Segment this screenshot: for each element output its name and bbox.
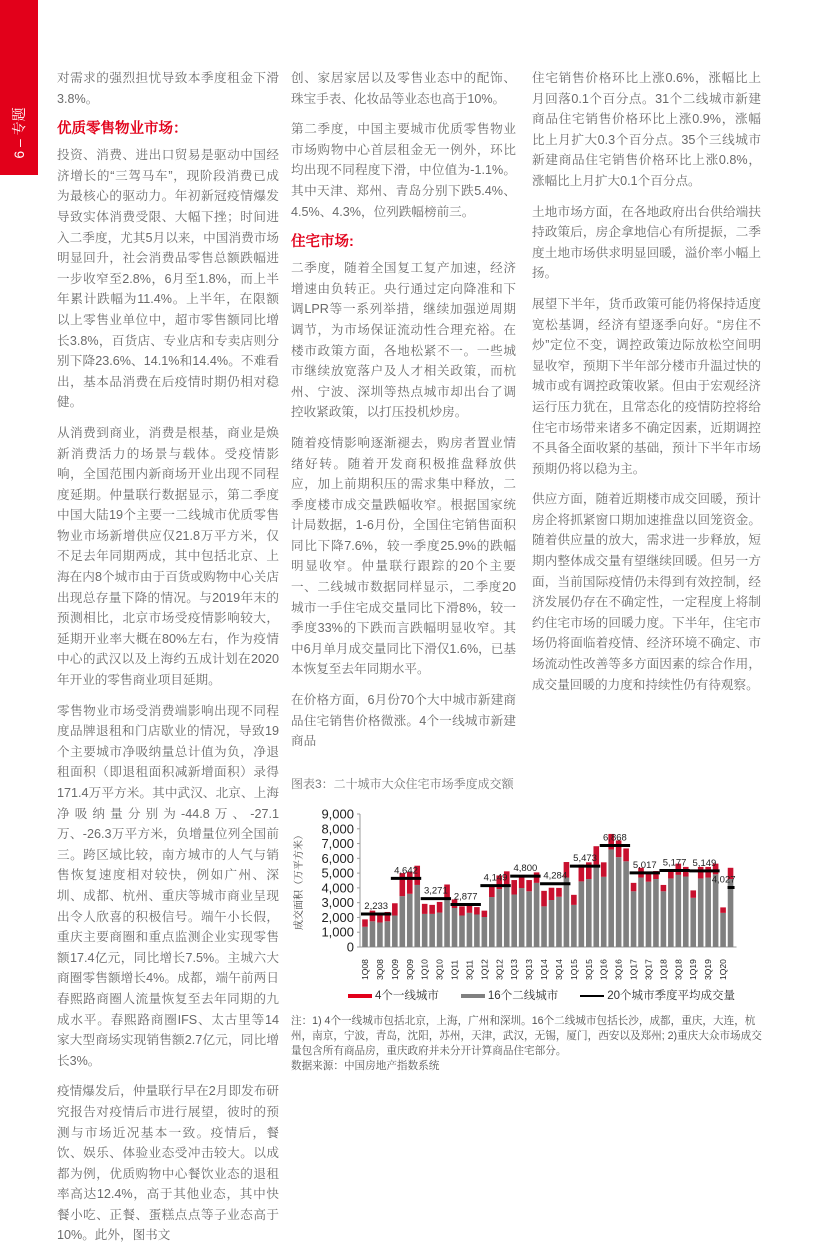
bar-tier1 [601, 862, 607, 876]
x-tick-label: 3Q18 [673, 959, 684, 980]
bar-tier1 [720, 907, 726, 912]
average-label: 4,800 [513, 862, 538, 874]
average-label: 4,149 [483, 872, 508, 884]
bar-chart [290, 800, 760, 985]
bar-tier2 [400, 896, 406, 947]
x-tick-label: 3Q09 [404, 959, 415, 980]
bar-tier2 [579, 881, 585, 947]
bar-tier2 [661, 891, 667, 947]
bar-tier1 [489, 886, 495, 897]
bar-tier2 [519, 888, 525, 947]
bar-tier2 [556, 897, 562, 947]
paragraph: 从消费到商业，消费是根基，商业是焕新消费活力的场景与载体。受疫情影响，全国范围内新商场开业出现不同程度延期。仲量联行数据显示，第二季度中国大陆19个主要一二线城市优质零售物业市场新增供应仅21.8万平方米，仅不足去年同期两成，其中包括北京、上海在内8个城市由于百货或购物中心关店出现总存量下降的情况。与2019年末的预测相比，北京市场受疫情影响较大，延期开业率大概在80%左右，作为疫情中心的武汉以及上海约五成计划在2020年开业的零售商业项目延期。 [57, 425, 279, 688]
legend-item-tier2 [461, 989, 558, 1004]
x-tick-label: 1Q09 [389, 959, 400, 980]
bar-tier2 [370, 921, 376, 947]
bar-tier2 [593, 864, 599, 946]
bar-tier2 [511, 894, 517, 946]
x-tick-label: 1Q12 [479, 959, 490, 980]
paragraph: 供应方面，随着近期楼市成交回暖，预计房企将抓紧窗口期加速推盘以回笼资金。随着供应量的放大，需求进一步释放，短期内整体成交量有望继续回暖。但另一方面，当前国际疫情仍未得到有效控制，经济发展仍存在不确定性，一定程度上将制约住宅市场的回暖力度。下半年，住宅市场仍将面临着疫情、经济环境不确定、市场流动性改善等多方面因素的综合作用，成交量回暖的力度和持续性仍有待观察。 [532, 492, 761, 692]
chart-block [291, 776, 761, 1074]
bar-tier2 [407, 894, 413, 947]
bar-tier2 [489, 897, 495, 947]
y-tick-label: 8,000 [321, 821, 354, 837]
bar-tier2 [668, 878, 674, 947]
bar-tier1 [459, 906, 465, 915]
legend-item-average [580, 989, 735, 1004]
bar-tier1 [631, 883, 637, 891]
bar-tier2 [564, 877, 570, 946]
average-label: 3,271 [423, 885, 448, 897]
y-axis-label: 成交面积（万平方米） [294, 829, 305, 930]
paragraph: 二季度，随着全国复工复产加速，经济增速由负转正。央行通过定向降准和下调LPR等一系列举措，继续加强逆周期调节，为市场保证流动性合理充裕。在楼市政策方面，各地松紧不一。一些城市继续放宽落户及人才相关政策，而杭州、宁波、深圳等热点城市却出台了调控收紧政策，以打压投机炒房。 [291, 261, 516, 420]
y-tick-label: 2,000 [321, 909, 354, 925]
bar-tier1 [422, 904, 428, 914]
x-tick-label: 3Q10 [434, 959, 445, 980]
paragraph: 第二季度，中国主要城市优质零售物业市场购物中心首层租金无一例外，环比均出现不同程度下滑，中位值为-1.1%。其中天津、郑州、青岛分别下跌5.4%、4.5%、4.3%，位列跌幅榜前三。 [291, 122, 516, 219]
x-tick-label: 1Q14 [539, 959, 550, 980]
x-tick-label: 3Q13 [524, 959, 535, 980]
x-tick-label: 3Q19 [703, 959, 714, 980]
average-label: 5,177 [662, 857, 687, 869]
x-tick-label: 1Q16 [598, 959, 609, 980]
bar-tier1 [549, 888, 555, 900]
average-label: 4,027 [711, 874, 736, 886]
x-tick-label: 3Q16 [613, 959, 624, 980]
bar-tier1 [541, 891, 547, 907]
legend-label: 16个二线城市 [487, 989, 559, 1002]
bar-tier1 [690, 890, 696, 897]
note-text: 注：1) 4个一线城市包括北京，上海，广州和深圳。16个二线城市包括长沙，成都，重庆，大连，杭州，南京，宁波，青岛，沈阳，苏州，天津，武汉，无锡，厦门，西安以及郑州; 2)重庆大众市场成交量包含所有商品房，重庆政府并未分开计算商品住宅部分。 [291, 1014, 762, 1057]
source-text: 数据来源：中国房地产指数系统 [291, 1059, 440, 1072]
bar-tier2 [437, 912, 443, 946]
legend-item-tier1 [348, 989, 439, 1004]
x-tick-label: 1Q11 [449, 959, 460, 980]
y-tick-label: 1,000 [321, 924, 354, 940]
bar-tier2 [653, 879, 659, 947]
y-tick-label: 0 [346, 939, 354, 955]
y-tick-label: 9,000 [321, 806, 354, 822]
bar-tier2 [541, 906, 547, 947]
x-tick-label: 3Q15 [583, 959, 594, 980]
average-label: 5,473 [573, 852, 597, 864]
bar-tier2 [385, 921, 391, 947]
y-tick-label: 3,000 [321, 894, 354, 910]
average-label: 5,149 [692, 857, 717, 869]
x-tick-label: 3Q12 [494, 959, 505, 980]
paragraph: 住宅销售价格环比上涨0.6%，涨幅比上月回落0.1个百分点。31个二线城市新建商品住宅销售价格环比上涨0.9%，涨幅比上月扩大0.3个百分点。35个三线城市新建商品住宅销售价格环比上涨0.8%，涨幅比上月扩大0.1个百分点。 [532, 71, 761, 188]
chart-notes [291, 1014, 763, 1074]
bar-tier1 [571, 895, 577, 905]
section-tab-label: 6 – 专题 [11, 107, 27, 159]
bar-tier2 [459, 915, 465, 946]
legend-label: 20个城市季度平均成交量 [607, 989, 735, 1002]
bar-tier2 [586, 879, 592, 947]
bar-tier2 [571, 905, 577, 947]
y-tick-label: 7,000 [321, 835, 354, 851]
bar-tier1 [646, 873, 652, 881]
bar-tier2 [623, 861, 629, 947]
bar-tier1 [519, 876, 525, 888]
x-tick-label: 1Q15 [568, 959, 579, 980]
bar-tier1 [556, 888, 562, 897]
section-heading-residential: 住宅市场: [291, 234, 354, 251]
column-3 [532, 68, 761, 705]
bar-tier1 [661, 885, 667, 891]
bar-tier2 [429, 914, 435, 947]
bar-tier2 [549, 900, 555, 947]
paragraph: 创、家居家居以及零售业态中的配饰、珠宝手表、化妆品等业态也高于10%。 [291, 71, 516, 106]
bar-tier1 [429, 905, 435, 914]
legend-swatch [461, 994, 485, 998]
x-tick-label: 3Q08 [374, 959, 385, 980]
bar-tier2 [638, 877, 644, 946]
x-tick-label: 3Q14 [553, 959, 564, 980]
average-label: 4,642 [394, 865, 418, 877]
bar-tier2 [534, 883, 540, 947]
section-heading-retail: 优质零售物业市场： [57, 121, 188, 138]
bar-tier1 [437, 902, 443, 913]
x-tick-label: 3Q11 [464, 959, 475, 980]
bar-tier1 [400, 873, 406, 896]
bar-tier2 [392, 915, 398, 946]
bar-tier1 [511, 880, 517, 894]
legend-swatch [348, 994, 372, 998]
bar-tier2 [720, 913, 726, 947]
bar-tier1 [362, 919, 368, 926]
x-tick-label: 1Q18 [658, 959, 669, 980]
bar-tier2 [698, 878, 704, 947]
x-tick-label: 1Q08 [360, 959, 370, 980]
y-tick-label: 6,000 [321, 850, 354, 866]
bar-tier2 [467, 913, 473, 947]
bar-tier2 [526, 891, 532, 947]
bar-tier2 [422, 914, 428, 947]
bar-tier2 [452, 908, 458, 947]
legend-swatch [580, 995, 604, 997]
paragraph: 展望下半年，货币政策可能仍将保持适度宽松基调，经济有望逐季向好。“房住不炒”定位不变，调控政策边际放松空间明显收窄，预期下半年部分楼市升温过快的城市或有调控政策收紧。但由于宏观经济运行压力犹在，且常态化的疫情防控将给住宅市场带来诸多不确定因素，近期调控不具备全面收紧的基础，预计下半年市场预期仍将以稳为主。 [532, 296, 761, 476]
y-tick-label: 4,000 [321, 880, 354, 896]
bar-tier2 [504, 886, 510, 947]
paragraph: 疫情爆发后，仲量联行早在2月即发布研究报告对疫情后市进行展望，彼时的预测与市场近况基本一致。疫情后，餐饮、娱乐、体验业态受冲击较大。以成都为例，优质购物中心餐饮业态的退租率高达12.4%，高于其他业态，其中快餐小吃、正餐、蛋糕点点等子业态高于10%。此外，图书文 [57, 1084, 279, 1243]
bar-tier1 [474, 907, 480, 914]
x-tick-label: 1Q17 [628, 959, 639, 980]
bar-tier2 [705, 877, 711, 946]
legend-label: 4个一线城市 [375, 989, 439, 1002]
paragraph: 随着疫情影响逐渐褪去，购房者置业情绪好转。随着开发商积极推盘释放供应，加上前期积压的需求集中释放，二季度楼市成交量跌幅收窄。根据国家统计局数据，1-6月份，全国住宅销售面积同比下降7.6%，较一季度25.9%的跌幅明显收窄。仲量联行跟踪的20个主要一、二线城市数据同样显示，二季度20城市一手住宅成交量同比下滑8%，较一季度33%的下跌而言跌幅明显收窄。其中6月单月成交量同比下滑仅1.6%，已基本恢复至去年同期水平。 [291, 435, 516, 677]
bar-tier2 [646, 881, 652, 946]
bar-tier2 [608, 849, 614, 947]
x-tick-label: 1Q20 [718, 959, 729, 980]
right-area [291, 68, 761, 1074]
x-tick-label: 3Q17 [643, 959, 654, 980]
right-columns [291, 68, 761, 762]
bar-tier1 [526, 880, 532, 891]
average-label: 5,017 [632, 859, 657, 871]
chart-title: 图表3：二十城市大众住宅市场季度成交额 [291, 776, 514, 791]
y-tick-label: 5,000 [321, 865, 354, 881]
section-tab [0, 0, 38, 175]
bar-tier2 [377, 922, 383, 947]
bar-tier2 [482, 917, 488, 947]
bar-tier2 [496, 889, 502, 947]
bar-tier1 [392, 903, 398, 915]
bar-tier1 [482, 910, 488, 916]
average-label: 2,233 [364, 900, 389, 912]
paragraph: 在价格方面，6月份70个大中城市新建商品住宅销售价格微涨。4个一线城市新建商品 [291, 693, 516, 749]
bar-tier2 [414, 885, 420, 947]
bar-tier2 [616, 857, 622, 947]
column-1 [57, 68, 279, 1256]
paragraph: 土地市场方面，在各地政府出台供给端扶持政策后，房企拿地信心有所提振，二季度土地市场供求明显回暖，溢价率小幅上扬。 [532, 204, 761, 281]
paragraph: 对需求的强烈担忧导致本季度租金下滑3.8%。 [57, 71, 279, 106]
average-label: 4,284 [543, 870, 568, 882]
x-tick-label: 1Q13 [509, 959, 520, 980]
bar-tier1 [370, 910, 376, 921]
bar-tier2 [362, 927, 368, 947]
bar-tier2 [444, 898, 450, 946]
bar-tier2 [474, 914, 480, 947]
bar-tier2 [728, 879, 734, 947]
bar-tier2 [676, 875, 682, 947]
paragraph: 投资、消费、进出口贸易是驱动中国经济增长的“三驾马车”，现阶段消费已成为最核心的驱动力。年初新冠疫情爆发导致实体消费受限、大幅下挫；时间进入二季度，尤其5月以来，中国消费市场明显回升，社会消费品零售总额跌幅进一步收窄至2.8%，6月至1.8%，而上半年累计跌幅为11.4%。上半年，在限额以上零售业单位中，超市零售额同比增长3.8%，百货店、专业店和专卖店则分别下降23.6%、14.1%和14.4%。不难看出，基本品消费在后疫情时期仍相对稳健。 [57, 148, 279, 410]
bar-tier1 [623, 848, 629, 861]
paragraph: 零售物业市场受消费端影响出现不同程度品牌退租和门店歇业的情况，导致19个主要城市净吸纳量总计值为负，净退租面积（即退租面积减新增面积）录得171.4万平方米。其中武汉、北京、上海净吸纳量分别为-44.8万、-27.1万、-26.3万平方米，负增量位列全国前三。跨区域比较，南方城市的人气与销售恢复速度相对较快，例如广州、深圳、成都、杭州、重庆等城市商业呈现出令人欣喜的积极信号。端午小长假，重庆主要商圈和重点监测企业实现零售额17.4亿元，同比增长7.5%。主城六大商圈零售额增长4%。成都，端午前两日春熙路商圈人流量恢复至去年同期的九成水平。春熙路商圈IFS、太古里等14家大型商场实现销售额2.7亿元，同比增长3%。 [57, 703, 279, 1068]
bar-tier2 [631, 891, 637, 947]
bar-tier2 [601, 877, 607, 947]
bar-tier2 [690, 898, 696, 947]
column-2 [291, 68, 516, 762]
average-label: 2,877 [453, 891, 478, 903]
bar-tier2 [683, 876, 689, 946]
x-tick-label: 1Q19 [688, 959, 699, 980]
average-label: 6,868 [603, 832, 627, 844]
chart-legend [348, 989, 761, 1004]
x-tick-label: 1Q10 [419, 959, 430, 980]
